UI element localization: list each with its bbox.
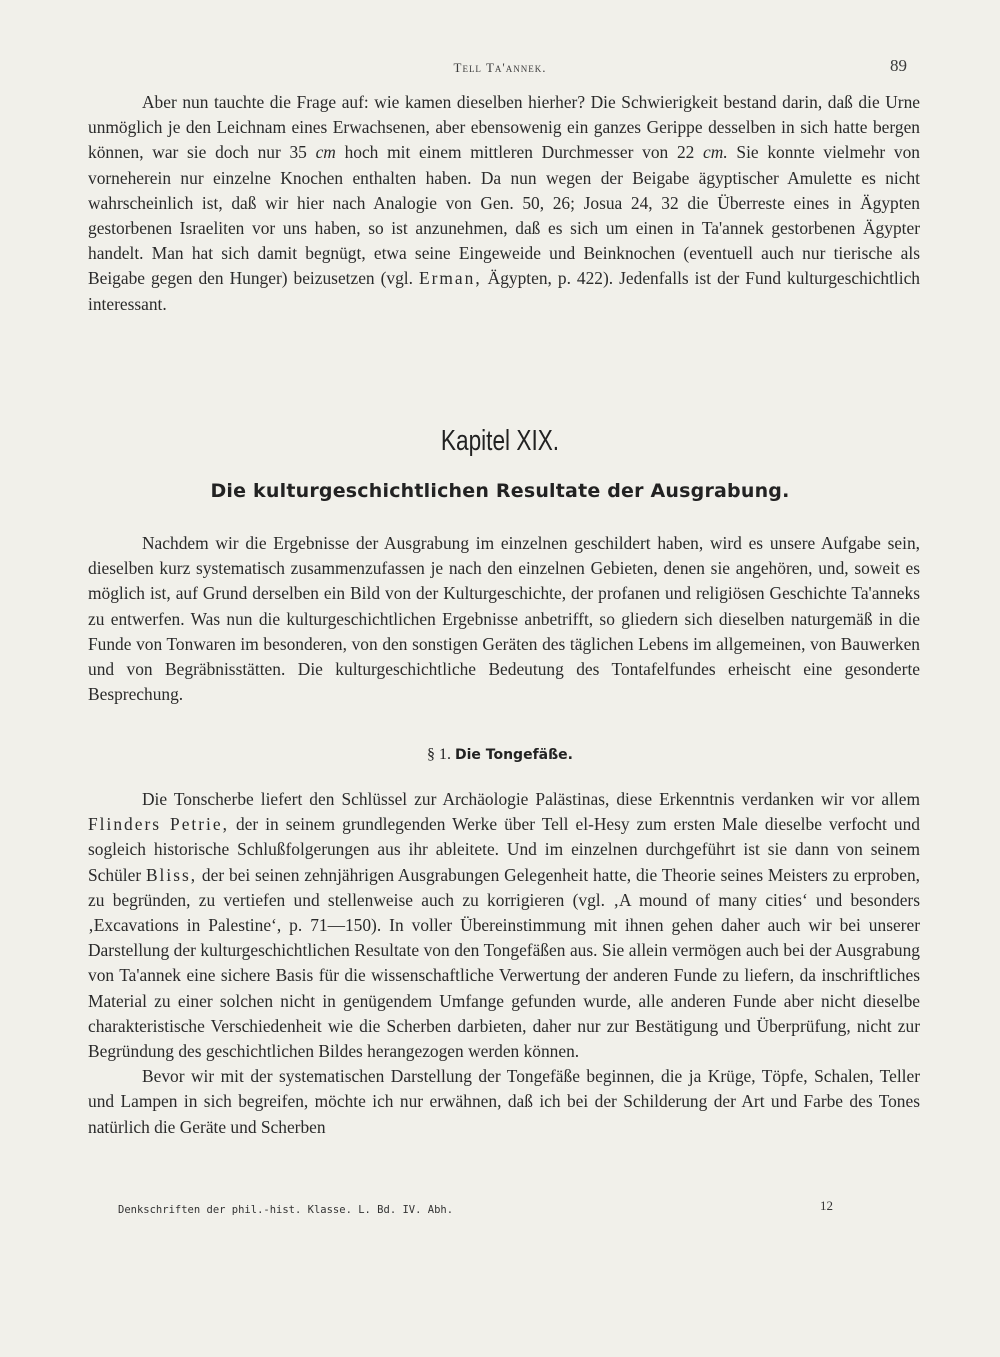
- para3-text-c: der bei seinen zehnjährigen Ausgrabungen Gelegenheit hatte, die Theorie seines Meisters zu erproben, zu begründen, zu vertiefen und stellenweise auch zu korrigieren (vgl. ‚A mound of many cities‘ und besonders ‚Excavations in Palestine‘, p. 71—150). In voller Übereinstimmung mit ihnen gehen daher auch wir bei unserer Darstellung der kulturgeschichtlichen Resultate von den Tongefäßen aus. Sie allein vermögen auch bei der Ausgrabung von Ta'annek eine sichere Basis für die wissenschaftliche Verwertung der anderen Funde zu liefern, da inschriftliches Material zu einer solchen nicht in genügendem Umfange gefunden wurde, alle anderen Funde aber nicht dieselbe charakteristische Verschiedenheit wie die Scherben darbieten, daher nur zur Bestätigung und Überprüfung, nicht zur Begründung des geschichtlichen Bildes herangezogen werden können.: [88, 864, 920, 1062]
- para3-text-b: der in seinem grundlegenden Werke über Tell el-Hesy zum ersten Male dieselbe verfocht und sogleich historische Schlußfolgerungen aus ihr ableitete. Und im einzelnen durchgeführt ist sie dann von seinem Schüler: [88, 814, 920, 885]
- unit-cm: cm: [315, 142, 336, 163]
- paragraph-intro: [88, 531, 920, 707]
- section-heading: [0, 746, 1000, 764]
- para1-text-a: Aber nun tauchte die Frage auf: wie kamen dieselben hierher? Die Schwierigkeit bestand darin, daß die Urne unmöglich je den Leichnam eines Erwachsenen, aber ebensowenig ein ganzes Gerippe desselben in sich hatte bergen können, war sie doch nur 35: [88, 92, 920, 163]
- chapter-subtitle: Die kulturgeschichtlichen Resultate der Ausgrabung.: [210, 480, 790, 502]
- para2-text: Nachdem wir die Ergebnisse der Ausgrabung im einzelnen geschildert haben, wird es unsere Aufgabe sein, dieselben kurz systematisch zusammenzufassen je nach den einzelnen Gebieten, denen sie angehören, und, soweit es möglich ist, auf Grund derselben ein Bild von der Kulturgeschichte, der profanen und religiösen Geschichte Ta'anneks zu entwerfen. Was nun die kulturgeschichtlichen Ergebnisse anbetrifft, so gliedern sich dieselben naturgemäß in die Funde von Tonwaren im besonderen, von den sonstigen Geräten des täglichen Lebens im allgemeinen, von Bauwerken und von Begräbnisstätten. Die kulturgeschichtliche Bedeutung des Tontafelfundes erheischt eine gesonderte Besprechung.: [88, 533, 920, 705]
- para4-text: Bevor wir mit der systematischen Darstellung der Tongefäße beginnen, die ja Krüge, Töpfe, Schalen, Teller und Lampen in sich begreifen, möchte ich nur erwähnen, daß ich bei der Schilderung der Art und Farbe des Tones natürlich die Geräte und Scherben: [88, 1066, 920, 1137]
- page-number: 89: [890, 56, 907, 75]
- para3-text-a: Die Tonscherbe liefert den Schlüssel zur Archäologie Palästinas, diese Erkenntnis verdanken wir vor allem: [142, 789, 920, 809]
- section-number: § 1.: [426, 746, 451, 763]
- section-title: Die Tongefäße.: [454, 747, 573, 763]
- author-erman: Erman,: [418, 268, 482, 289]
- para1-text-d: Ägypten, p. 422). Jedenfalls ist der Fund kulturgeschichtlich interessant.: [88, 268, 920, 314]
- unit-cm-2: cm.: [703, 142, 728, 163]
- para1-text-b: hoch mit einem mittleren Durchmesser von 22: [335, 142, 704, 163]
- name-bliss: Bliss,: [145, 864, 198, 885]
- signature-note: Denkschriften der phil.-hist. Klasse. L. Bd. IV. Abh.: [118, 1204, 454, 1216]
- running-head: Tell Ta'annek.: [453, 60, 547, 75]
- para1-text-c: Sie konnte vielmehr von vorneherein nur einzelne Knochen enthalten haben. Da nun wegen der Beigabe ägyptischer Amulette es nicht wahrscheinlich ist, daß wir hier nach Analogie von Gen. 50, 26; Josua 24, 32 die Überreste eines in Ägypten gestorbenen Israeliten vor uns haben, so ist anzunehmen, daß es sich um einen in Ta'annek gestorbenen Ägypter handelt. Man hat sich damit begnügt, etwa seine Eingeweide und Beinknochen (eventuell auch nur tierische als Beigabe gegen den Hunger) beizusetzen (vgl.: [88, 142, 920, 289]
- paragraph-urn: [88, 90, 920, 317]
- paragraph-tonscherbe: [88, 787, 920, 1140]
- signature-number: 12: [820, 1198, 833, 1213]
- chapter-title: Kapitel XIX.: [440, 425, 560, 457]
- name-flinders-petrie: Flinders Petrie,: [88, 814, 229, 835]
